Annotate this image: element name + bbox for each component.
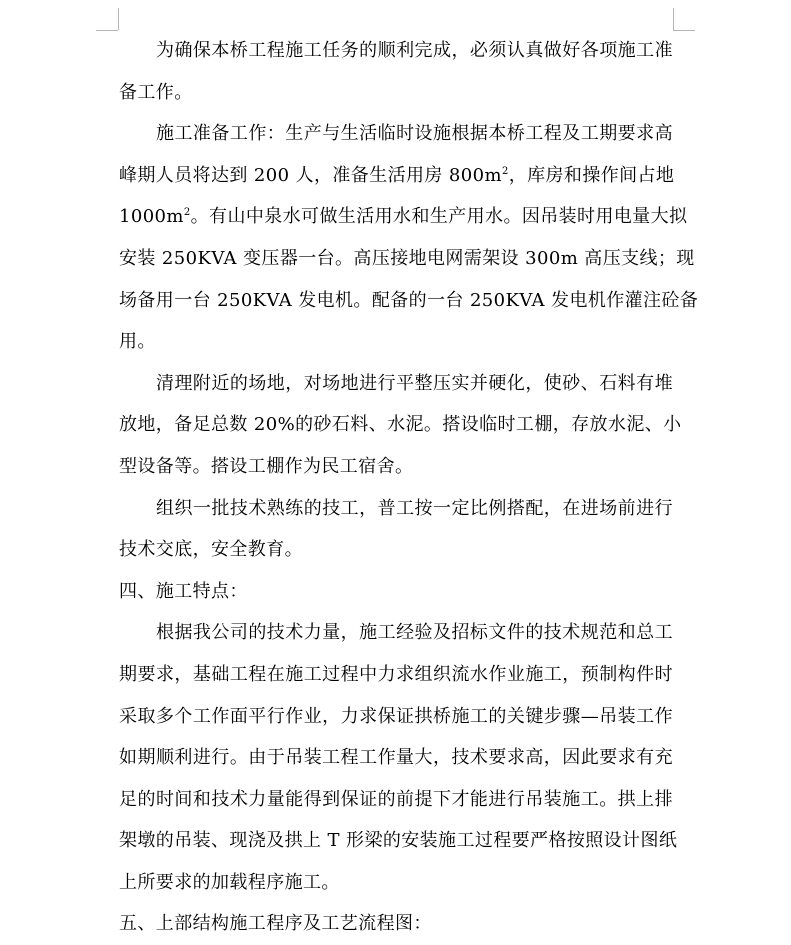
superscript: 2 [183, 207, 191, 219]
text-line-with-area [119, 196, 688, 238]
text-fragment: ，库房和操作间占地 [508, 164, 675, 186]
text-line: 足的时间和技术力量能得到保证的前提下才能进行吊装施工。拱上排 [119, 788, 673, 810]
text-line: 上所要求的加载程序施工。 [119, 871, 340, 893]
text-line: 期要求，基础工程在施工过程中力求组织流水作业施工，预制构件时 [119, 663, 673, 685]
crop-mark-top-left-horizontal [96, 30, 118, 31]
paragraph-technicians [119, 488, 673, 571]
text-line: 用。 [119, 331, 156, 353]
superscript: 2 [501, 165, 509, 177]
paragraph-construction-preparation-work [119, 113, 699, 363]
text-line: 施工准备工作：生产与生活临时设施根据本桥工程及工期要求高 [156, 123, 673, 145]
text-line: 组织一批技术熟练的技工，普工按一定比例搭配，在进场前进行 [156, 497, 673, 519]
section-heading-superstructure-procedure: 五、上部结构施工程序及工艺流程图： [119, 913, 432, 935]
crop-mark-top-right-horizontal [673, 30, 695, 31]
text-fragment: 1000m [119, 206, 184, 228]
text-line: 型设备等。搭设工棚作为民工宿舍。 [119, 455, 414, 477]
text-line: 放地，备足总数 20%的砂石料、水泥。搭设临时工棚，存放水泥、小 [119, 414, 682, 436]
paragraph-site-clearing [119, 363, 682, 488]
crop-mark-top-left-vertical [118, 8, 119, 30]
text-line: 备工作。 [119, 81, 193, 103]
crop-mark-top-right-vertical [673, 8, 674, 30]
text-line: 安装 250KVA 变压器一台。高压接地电网需架设 300m 高压支线；现 [119, 247, 695, 269]
text-line: 技术交底，安全教育。 [119, 539, 303, 561]
section-heading-construction-features: 四、施工特点： [119, 580, 248, 602]
text-line: 为确保本桥工程施工任务的顺利完成，必须认真做好各项施工准 [156, 40, 673, 61]
text-line: 清理附近的场地，对场地进行平整压实并硬化，使砂、石料有堆 [156, 372, 673, 394]
document-body [119, 30, 699, 945]
text-fragment: 峰期人员将达到 200 人，准备生活用房 800m [119, 164, 502, 186]
text-line: 场备用一台 250KVA 发电机。配备的一台 250KVA 发电机作灌注砼备 [119, 289, 699, 311]
text-line: 架墩的吊装、现浇及拱上 T 形梁的安装施工过程要严格按照设计图纸 [119, 830, 678, 852]
text-fragment: 。有山中泉水可做生活用水和生产用水。因吊装时用电量大拟 [190, 206, 688, 228]
text-line: 根据我公司的技术力量，施工经验及招标文件的技术规范和总工 [156, 622, 673, 644]
text-line: 如期顺利进行。由于吊装工程工作量大，技术要求高，因此要求有充 [119, 747, 673, 769]
text-line: 采取多个工作面平行作业，力求保证拱桥施工的关键步骤—吊装工作 [119, 705, 673, 727]
paragraph-construction-features [119, 612, 678, 903]
text-line-with-area [119, 155, 673, 197]
paragraph-construction-preparation-intro [119, 30, 673, 113]
